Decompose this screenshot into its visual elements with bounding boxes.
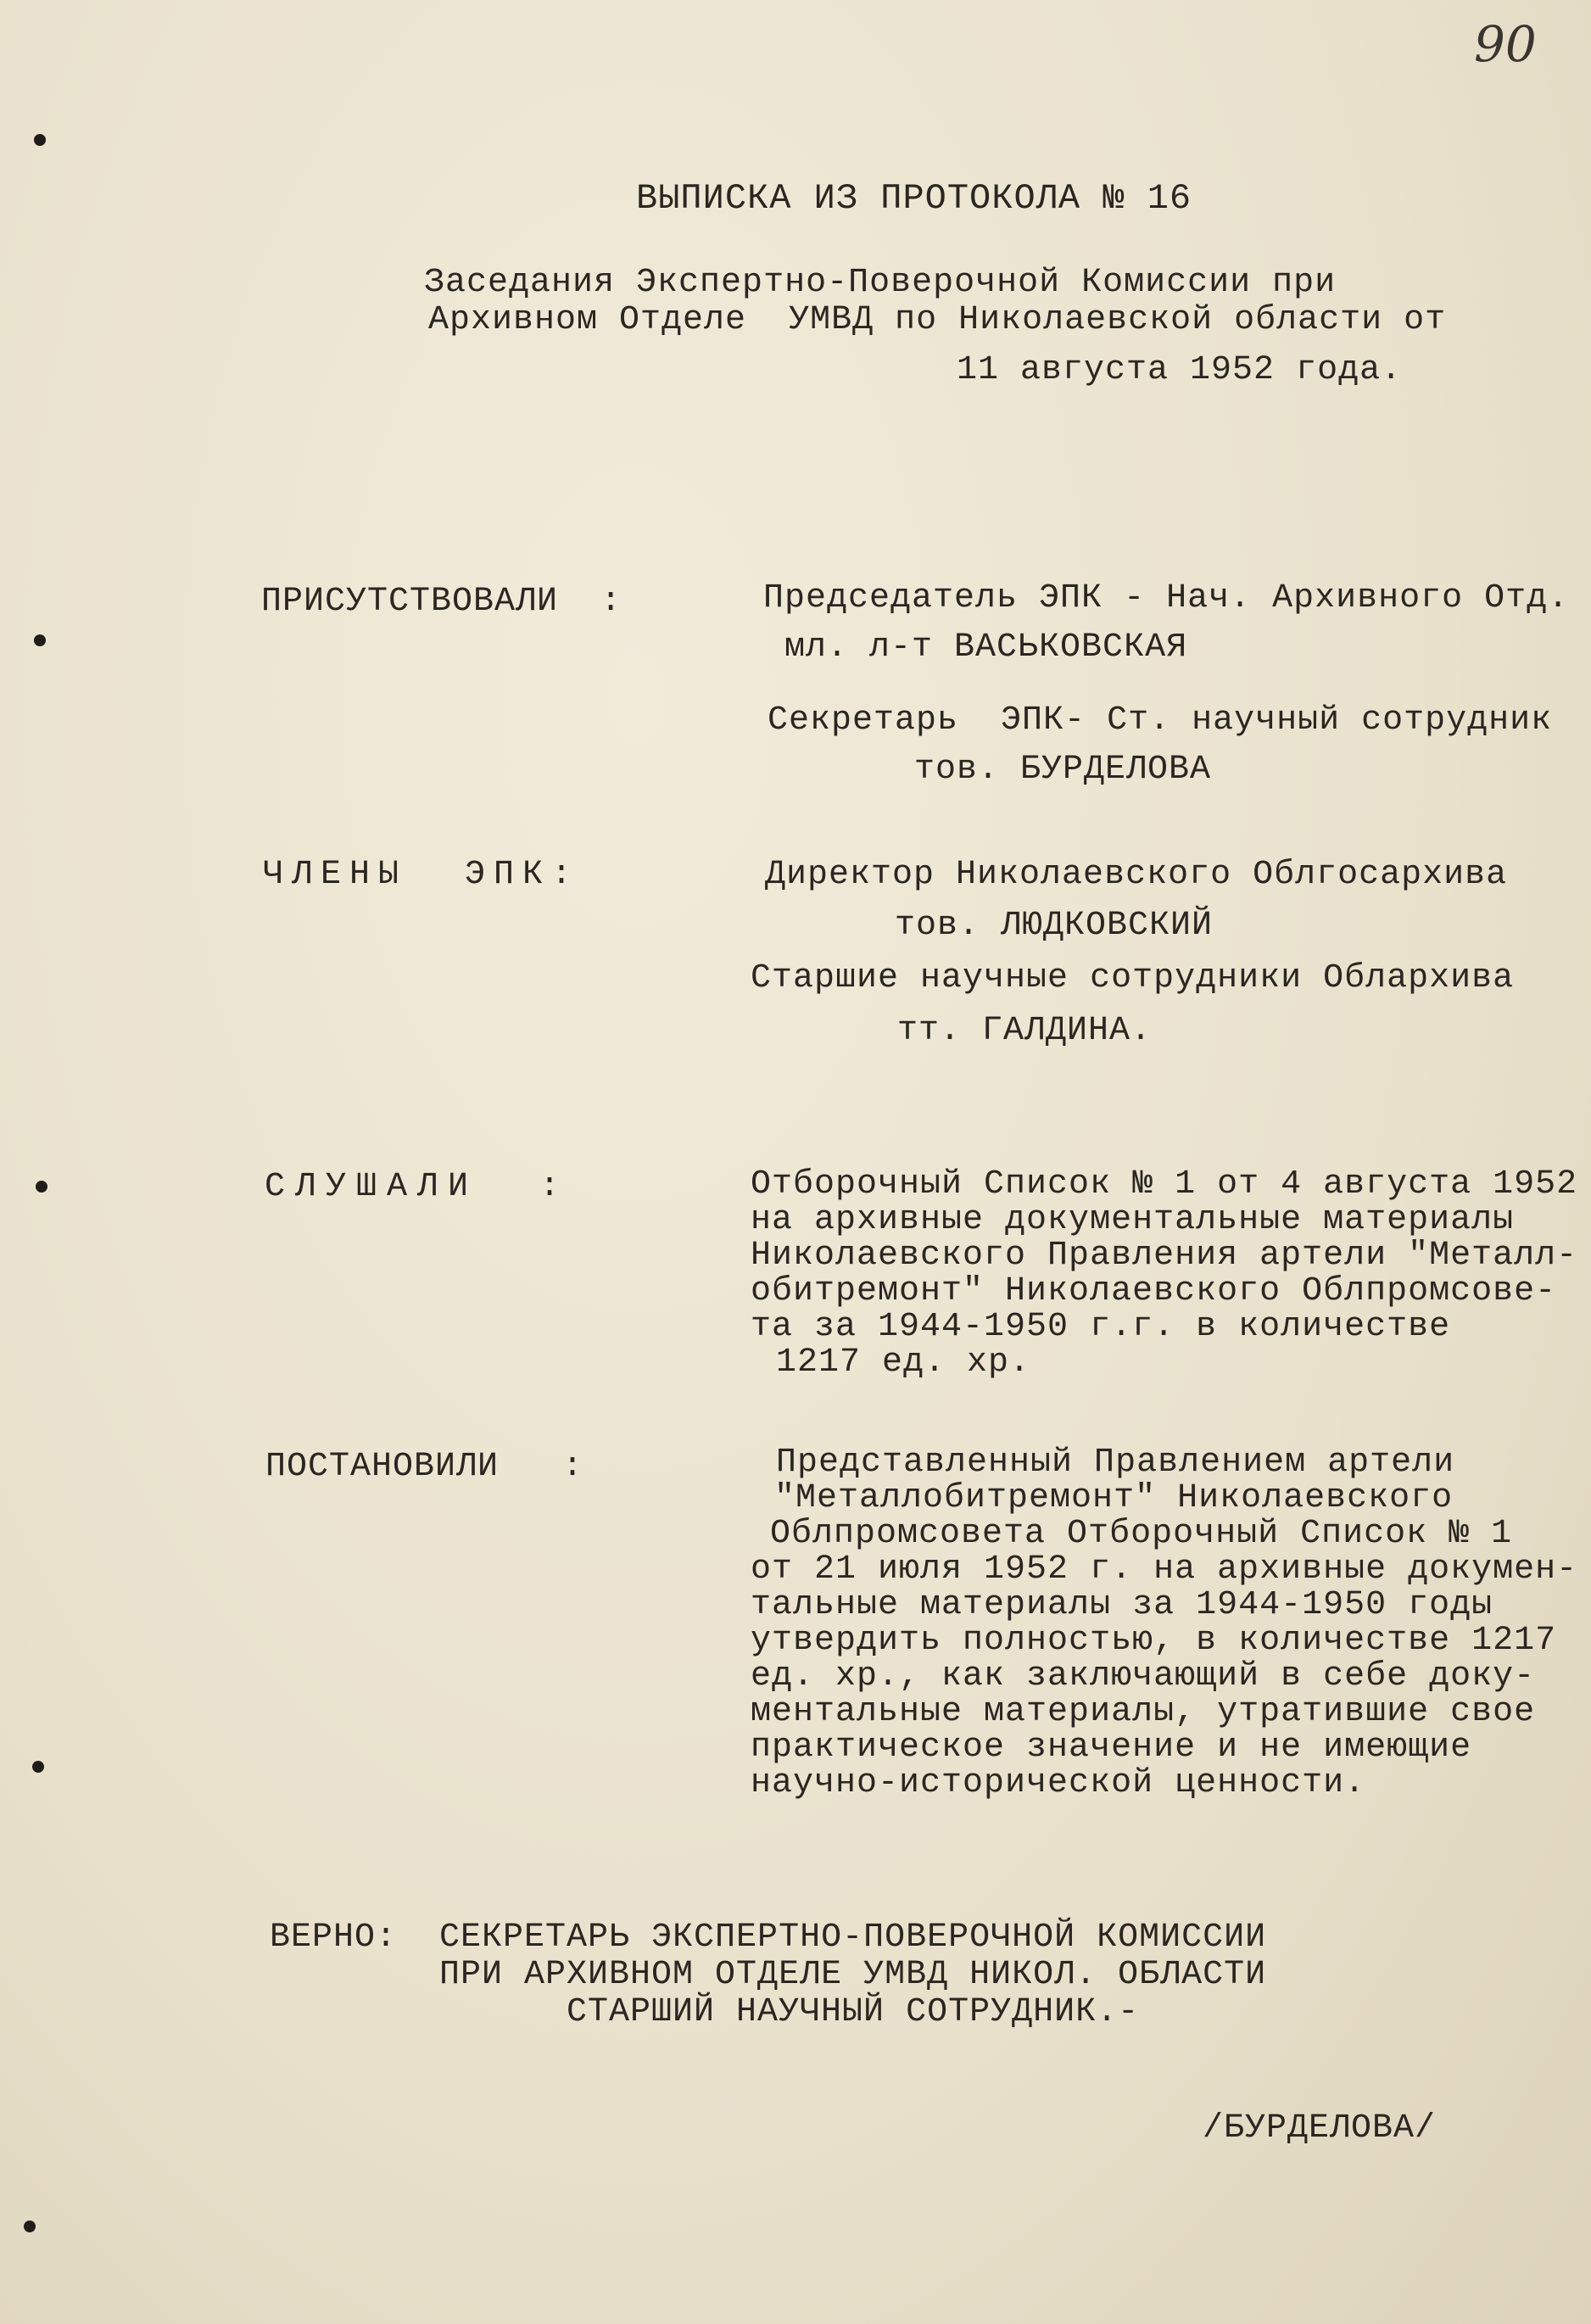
present-line: тов. БУРДЕЛОВА [914, 751, 1212, 789]
heard-label: СЛУШАЛИ : [265, 1168, 571, 1206]
resolved-line: научно-исторической ценности. [751, 1764, 1366, 1802]
heard-line: Николаевского Правления артели "Металл- [751, 1237, 1578, 1275]
members-label: ЧЛЕНЫ ЭПК: [263, 856, 581, 894]
certification-line: ПРИ АРХИВНОМ ОТДЕЛЕ УМВД НИКОЛ. ОБЛАСТИ [439, 1956, 1267, 1994]
present-line: мл. л-т ВАСЬКОВСКАЯ [784, 628, 1188, 667]
present-line: Секретарь ЭПК- Ст. научный сотрудник [768, 701, 1553, 740]
resolved-line: от 21 июля 1952 г. на архивные докумен- [751, 1550, 1578, 1589]
punch-hole-mark [34, 634, 46, 646]
punch-hole-mark [34, 134, 46, 146]
resolved-line: ед. хр., как заключающий в себе доку- [751, 1657, 1536, 1696]
members-line: тов. ЛЮДКОВСКИЙ [895, 907, 1214, 945]
document-title: ВЫПИСКА ИЗ ПРОТОКОЛА № 16 [636, 178, 1192, 219]
resolved-line: ментальные материалы, утратившие свое [751, 1693, 1536, 1731]
members-line: тт. ГАЛДИНА. [897, 1012, 1153, 1050]
heard-line: обитремонт" Николаевского Облпромсове- [751, 1272, 1557, 1310]
resolved-line: утвердить полностью, в количестве 1217 [751, 1622, 1557, 1660]
heard-line: 1217 ед. хр. [776, 1344, 1031, 1382]
present-label: ПРИСУТСТВОВАЛИ : [261, 583, 622, 621]
subtitle-line-1: Заседания Экспертно-Поверочной Комиссии при [424, 264, 1337, 302]
subtitle-line-2: Архивном Отделе УМВД по Николаевской области от [428, 301, 1447, 339]
punch-hole-mark [32, 1761, 44, 1773]
present-line: Председатель ЭПК - Нач. Архивного Отд. [763, 579, 1570, 617]
page-number: 90 [1474, 15, 1537, 73]
heard-line: Отборочный Список № 1 от 4 августа 1952 [751, 1165, 1578, 1204]
resolved-line: практическое значение и не имеющие [751, 1729, 1472, 1767]
resolved-line: Облпромсовета Отборочный Список № 1 [770, 1515, 1513, 1553]
certification-line: СЕКРЕТАРЬ ЭКСПЕРТНО-ПОВЕРОЧНОЙ КОМИССИИ [439, 1919, 1267, 1957]
resolved-line: тальные материалы за 1944-1950 годы [751, 1586, 1493, 1624]
members-line: Директор Николаевского Облгосархива [765, 856, 1508, 894]
resolved-line: "Металлобитремонт" Николаевского [774, 1479, 1454, 1517]
resolved-line: Представленный Правлением артели [776, 1444, 1455, 1482]
heard-line: та за 1944-1950 г.г. в количестве [751, 1308, 1451, 1346]
heard-line: на архивные документальные материалы [751, 1201, 1515, 1239]
meeting-date: 11 августа 1952 года. [957, 351, 1403, 389]
signature-name: /БУРДЕЛОВА/ [1203, 2109, 1437, 2148]
certification-line: СТАРШИЙ НАУЧНЫЙ СОТРУДНИК.- [567, 1993, 1140, 2031]
resolved-label: ПОСТАНОВИЛИ : [265, 1448, 584, 1486]
members-line: Старшие научные сотрудники Облархива [751, 959, 1515, 997]
certification-label: ВЕРНО: [270, 1919, 398, 1957]
punch-hole-mark [24, 2221, 36, 2232]
punch-hole-mark [36, 1181, 47, 1193]
